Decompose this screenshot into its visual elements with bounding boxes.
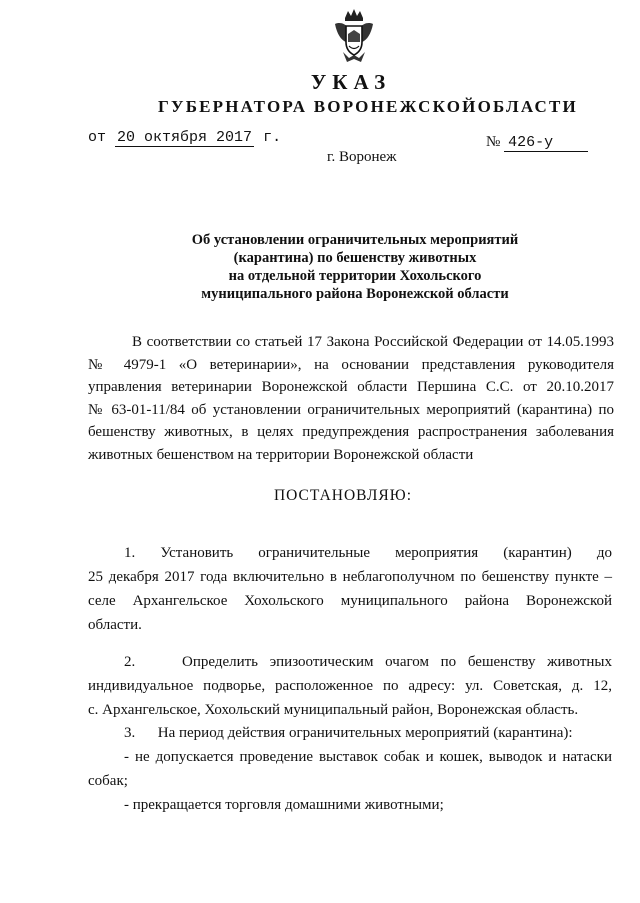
date-suffix: г. — [263, 129, 282, 146]
clause-line: - прекращается торговля домашними животными; — [124, 797, 444, 813]
clause-line: с. Архангельское, Хохольский муниципальный район, Воронежская область. — [88, 702, 579, 718]
clause-line: - не допускается проведение выставок собак и кошек, выводок и натаски — [124, 749, 612, 765]
preamble-line: управления ветеринарии Воронежской области Першина С.С. от 20.10.2017 — [88, 379, 614, 395]
preamble-line: В соответствии со статьей 17 Закона Российской Федерации от 14.05.1993 — [132, 334, 614, 350]
heading-line: на отдельной территории Хохольского — [228, 268, 482, 284]
clause-line: индивидуальное подворье, расположенное по адресу: ул. Советская, д. 12, — [88, 678, 612, 694]
heading-line: Об установлении ограничительных мероприятий — [191, 232, 519, 248]
clause-line: области. — [88, 617, 142, 633]
clause-line: 2. Определить эпизоотическим очагом по бешенству животных — [124, 654, 612, 670]
date-prefix: от — [88, 129, 107, 146]
number-prefix: № — [486, 134, 501, 150]
document-heading — [140, 231, 570, 303]
heading-line: муниципального района Воронежской области — [201, 286, 509, 302]
document-number-line — [486, 134, 588, 152]
clause-line: 25 декабря 2017 года включительно в неблагополучном по бешенству пункте – — [88, 569, 612, 585]
document-city: г. Воронеж — [327, 149, 397, 165]
coat-of-arms-icon — [331, 8, 377, 66]
preamble-line: № 4979-1 «О ветеринарии», на основании представления руководителя — [88, 356, 614, 373]
heading-line: (карантина) по бешенству животных — [233, 250, 477, 266]
document-date: 20 октября 2017 — [117, 129, 253, 146]
clause-line: собак; — [88, 773, 128, 789]
clause-line: 1. Установить ограничительные мероприятия (карантин) до — [124, 545, 612, 561]
document-date-line — [88, 129, 281, 147]
clause-line: селе Архангельское Хохольского муниципального района Воронежской — [88, 593, 612, 609]
document-number: 426-у — [504, 134, 588, 152]
document-title: УКАЗ — [310, 70, 392, 94]
preamble-line: бешенству животных, в целях предупреждения распространения заболевания — [88, 424, 614, 440]
clause-2 — [88, 650, 612, 722]
clause-3 — [88, 721, 612, 817]
clause-heading: 3. На период действия ограничительных мероприятий (карантина): — [124, 725, 573, 741]
preamble-line: животных бешенством на территории Воронежской области — [88, 446, 474, 463]
preamble-line: № 63-01-11/84 об установлении ограничительных мероприятий (карантина) по — [88, 401, 614, 418]
document-subtitle: ГУБЕРНАТОРА ВОРОНЕЖСКОЙОБЛАСТИ — [158, 97, 578, 116]
preamble-paragraph — [88, 331, 614, 466]
decree-word: ПОСТАНОВЛЯЮ: — [273, 487, 413, 504]
clause-1 — [88, 541, 612, 637]
